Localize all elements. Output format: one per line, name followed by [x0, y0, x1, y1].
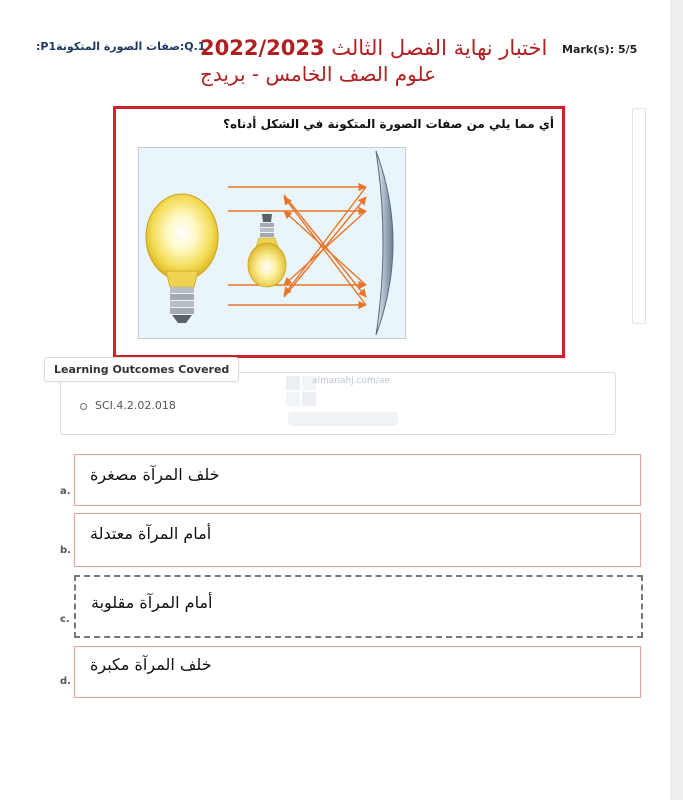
option-c-letter: c.: [60, 614, 70, 625]
question-number: [36, 40, 205, 53]
option-b-text: أمام المرآة معتدلة: [90, 524, 212, 543]
exam-year: 2022/2023: [200, 36, 325, 60]
point-code: P1:: [36, 40, 57, 53]
learning-outcomes-tab[interactable]: Learning Outcomes Covered: [44, 357, 239, 382]
exam-subtitle: علوم الصف الخامس - بريدج: [200, 62, 437, 86]
option-c[interactable]: [74, 575, 643, 638]
side-panel-frame: [632, 108, 646, 324]
option-b-letter: b.: [60, 545, 71, 556]
exam-title-text: اختبار نهاية الفصل الثالث: [331, 36, 548, 60]
question-text: أي مما يلي من صفات الصورة المتكونة في الشكل أدناه؟: [223, 117, 554, 131]
option-a[interactable]: [74, 454, 641, 506]
option-c-text: أمام المرآة مقلوبة: [91, 593, 213, 612]
mirror-diagram: [138, 147, 406, 339]
exam-title: [200, 36, 547, 60]
marks-label: Mark(s): 5/5: [562, 43, 638, 56]
option-a-text: خلف المرآة مصغرة: [90, 465, 220, 484]
bullet-icon: [80, 403, 87, 410]
option-b[interactable]: [74, 513, 641, 567]
option-d-text: خلف المرآة مكبرة: [90, 655, 212, 674]
learning-outcome-code: SCI.4.2.02.018: [95, 399, 176, 412]
watermark-url: almanahj.com/ae: [312, 376, 390, 386]
option-a-letter: a.: [60, 486, 71, 497]
question-topic: صفات الصورة المتكونة: [56, 40, 180, 53]
question-box: [113, 106, 565, 358]
option-d[interactable]: [74, 646, 641, 698]
option-d-letter: d.: [60, 676, 71, 687]
question-number-label: Q.1:: [179, 40, 206, 53]
learning-outcome-item: [80, 399, 176, 412]
window-edge: [670, 0, 683, 800]
